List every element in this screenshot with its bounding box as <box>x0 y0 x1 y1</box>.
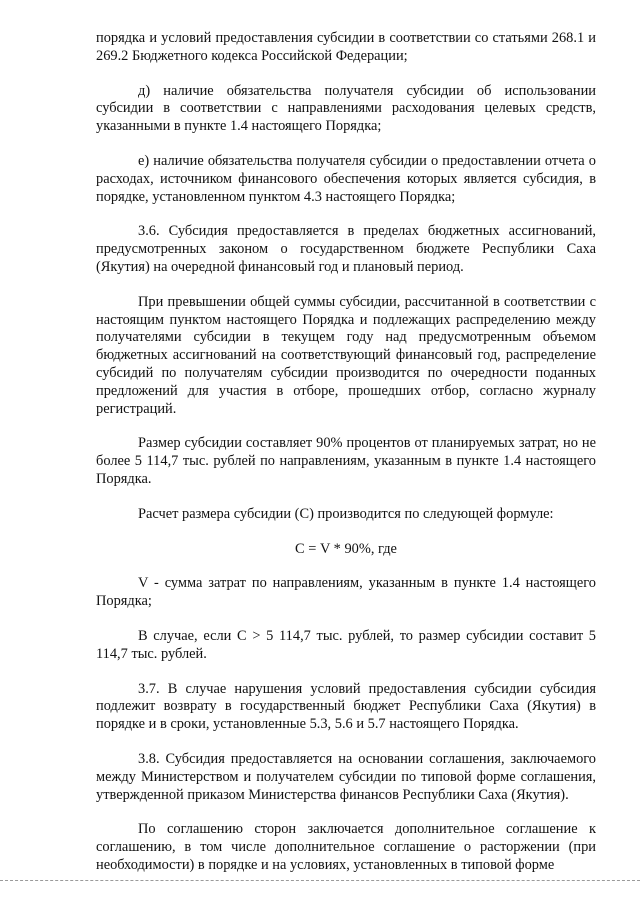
paragraph-cap-case: В случае, если С > 5 114,7 тыс. рублей, то размер субсидии составит 5 114,7 тыс. рублей. <box>96 627 596 662</box>
paragraph-continuation: порядка и условий предоставления субсидии в соответствии со статьями 268.1 и 269.2 Бюджетного кодекса Российской Федерации; <box>96 30 596 64</box>
paragraph-subsidy-size: Размер субсидии составляет 90% процентов от планируемых затрат, но не более 5 114,7 тыс. рублей по направлениям, указанным в пункте 1.4 настоящего Порядка. <box>96 435 596 487</box>
paragraph-v-definition: V - сумма затрат по направлениям, указанным в пункте 1.4 настоящего Порядка; <box>96 575 596 610</box>
paragraph-3-7: 3.7. В случае нарушения условий предоставления субсидии субсидия подлежит возврату в государственный бюджет Республики Саха (Якутия) в порядке и в сроки, установленные 5.3, 5.6 и 5.7 настоящего Порядка. <box>96 680 596 733</box>
document-page <box>96 30 596 875</box>
paragraph-item-d: д) наличие обязательства получателя субсидии об использовании субсидии в соответствии с направлениями расходования целевых средств, указанными в пункте 1.4 настоящего Порядка; <box>96 82 596 135</box>
paragraph-item-e: е) наличие обязательства получателя субсидии о предоставлении отчета о расходах, источником финансового обеспечения которых является субсидия, в порядке, установленном пунктом 4.3 настоящего Порядка; <box>96 152 596 205</box>
paragraph-additional-agreement: По соглашению сторон заключается дополнительное соглашение к соглашению, в том числе дополнительное соглашение о расторжении (при необходимости) в порядке и на условиях, установленных в типовой форме <box>96 821 596 873</box>
paragraph-3-6: 3.6. Субсидия предоставляется в пределах бюджетных ассигнований, предусмотренных законом о государственном бюджете Республики Саха (Якутия) на очередной финансовый год и плановый период. <box>96 223 596 275</box>
page-bottom-divider <box>0 880 640 881</box>
paragraph-excess-distribution: При превышении общей суммы субсидии, рассчитанной в соответствии с настоящим пунктом настоящего Порядка и подлежащих распределению между получателями субсидии в текущем году над предусмотренным объемом бюджетных ассигнований на соответствующий финансовый год, распределение субсидий по получателям субсидии производится по очередности поданных предложений для участия в отборе, прошедших отбор, согласно журналу регистраций. <box>96 293 596 417</box>
formula: С = V * 90%, где <box>295 540 397 557</box>
paragraph-3-8: 3.8. Субсидия предоставляется на основании соглашения, заключаемого между Министерством и получателем субсидии по типовой форме соглашения, утвержденной приказом Министерства финансов Республики Саха (Якутия). <box>96 750 596 803</box>
paragraph-formula-intro: Расчет размера субсидии (С) производится по следующей формуле: <box>138 505 554 522</box>
